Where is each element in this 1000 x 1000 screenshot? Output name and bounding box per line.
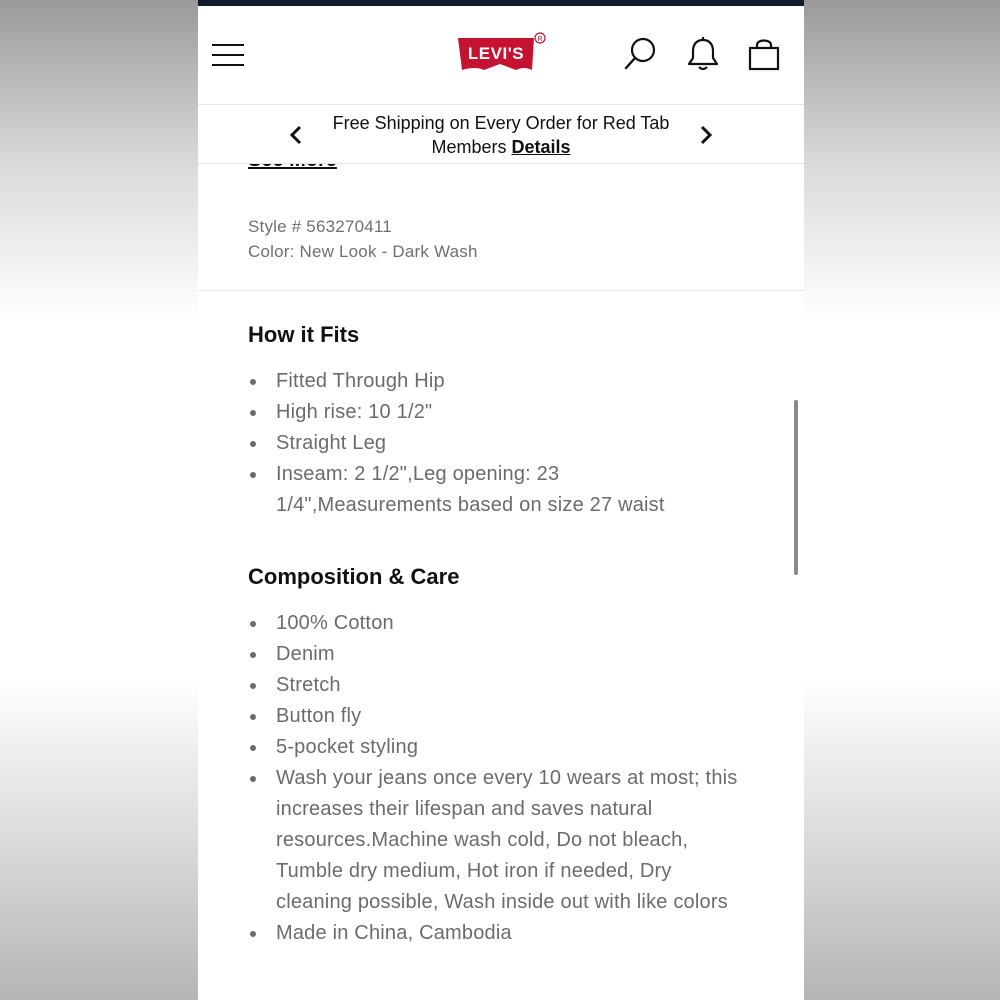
composition-list: [248, 608, 748, 949]
list-item: Fitted Through Hip: [248, 366, 748, 397]
composition-heading: Composition & Care: [248, 564, 460, 589]
list-item: Button fly: [248, 701, 748, 732]
search-icon[interactable]: [622, 36, 658, 72]
promo-text: Free Shipping on Every Order for Red Tab Members Details: [332, 113, 670, 157]
list-item: Wash your jeans once every 10 wears at most; this increases their lifespan and saves natural resources.Machine wash cold, Do not bleach, Tumble dry medium, Hot iron if needed, Dry cleaning possible, Wash inside out with like colors: [248, 763, 748, 918]
fit-heading: How it Fits: [248, 322, 360, 347]
color-name: Color: New Look - Dark Wash: [248, 242, 478, 261]
list-item: Straight Leg: [248, 428, 748, 459]
svg-text:LEVI'S: LEVI'S: [467, 44, 525, 63]
list-item: Made in China, Cambodia: [248, 918, 748, 949]
promo-banner: [198, 105, 804, 164]
style-number: Style # 563270411: [248, 217, 392, 236]
chevron-right-icon[interactable]: [696, 123, 716, 147]
details-link[interactable]: Details: [511, 137, 571, 157]
chevron-left-icon[interactable]: [286, 123, 306, 147]
fit-list: [248, 366, 748, 521]
bell-icon[interactable]: [685, 36, 721, 72]
list-item: Denim: [248, 639, 748, 670]
product-details: [198, 163, 804, 1000]
svg-text:R: R: [537, 36, 543, 43]
scrollbar[interactable]: [794, 400, 798, 575]
shopping-bag-icon[interactable]: [746, 36, 782, 72]
list-item: 100% Cotton: [248, 608, 748, 639]
list-item: 5-pocket styling: [248, 732, 748, 763]
section-divider: [198, 290, 804, 291]
list-item: High rise: 10 1/2": [248, 397, 748, 428]
list-item: Inseam: 2 1/2",Leg opening: 23 1/4",Measurements based on size 27 waist: [248, 459, 716, 521]
phone-screen: [198, 0, 804, 1000]
levis-logo[interactable]: [454, 32, 548, 78]
site-header: [198, 6, 804, 105]
menu-icon[interactable]: [212, 44, 246, 66]
list-item: Stretch: [248, 670, 748, 701]
